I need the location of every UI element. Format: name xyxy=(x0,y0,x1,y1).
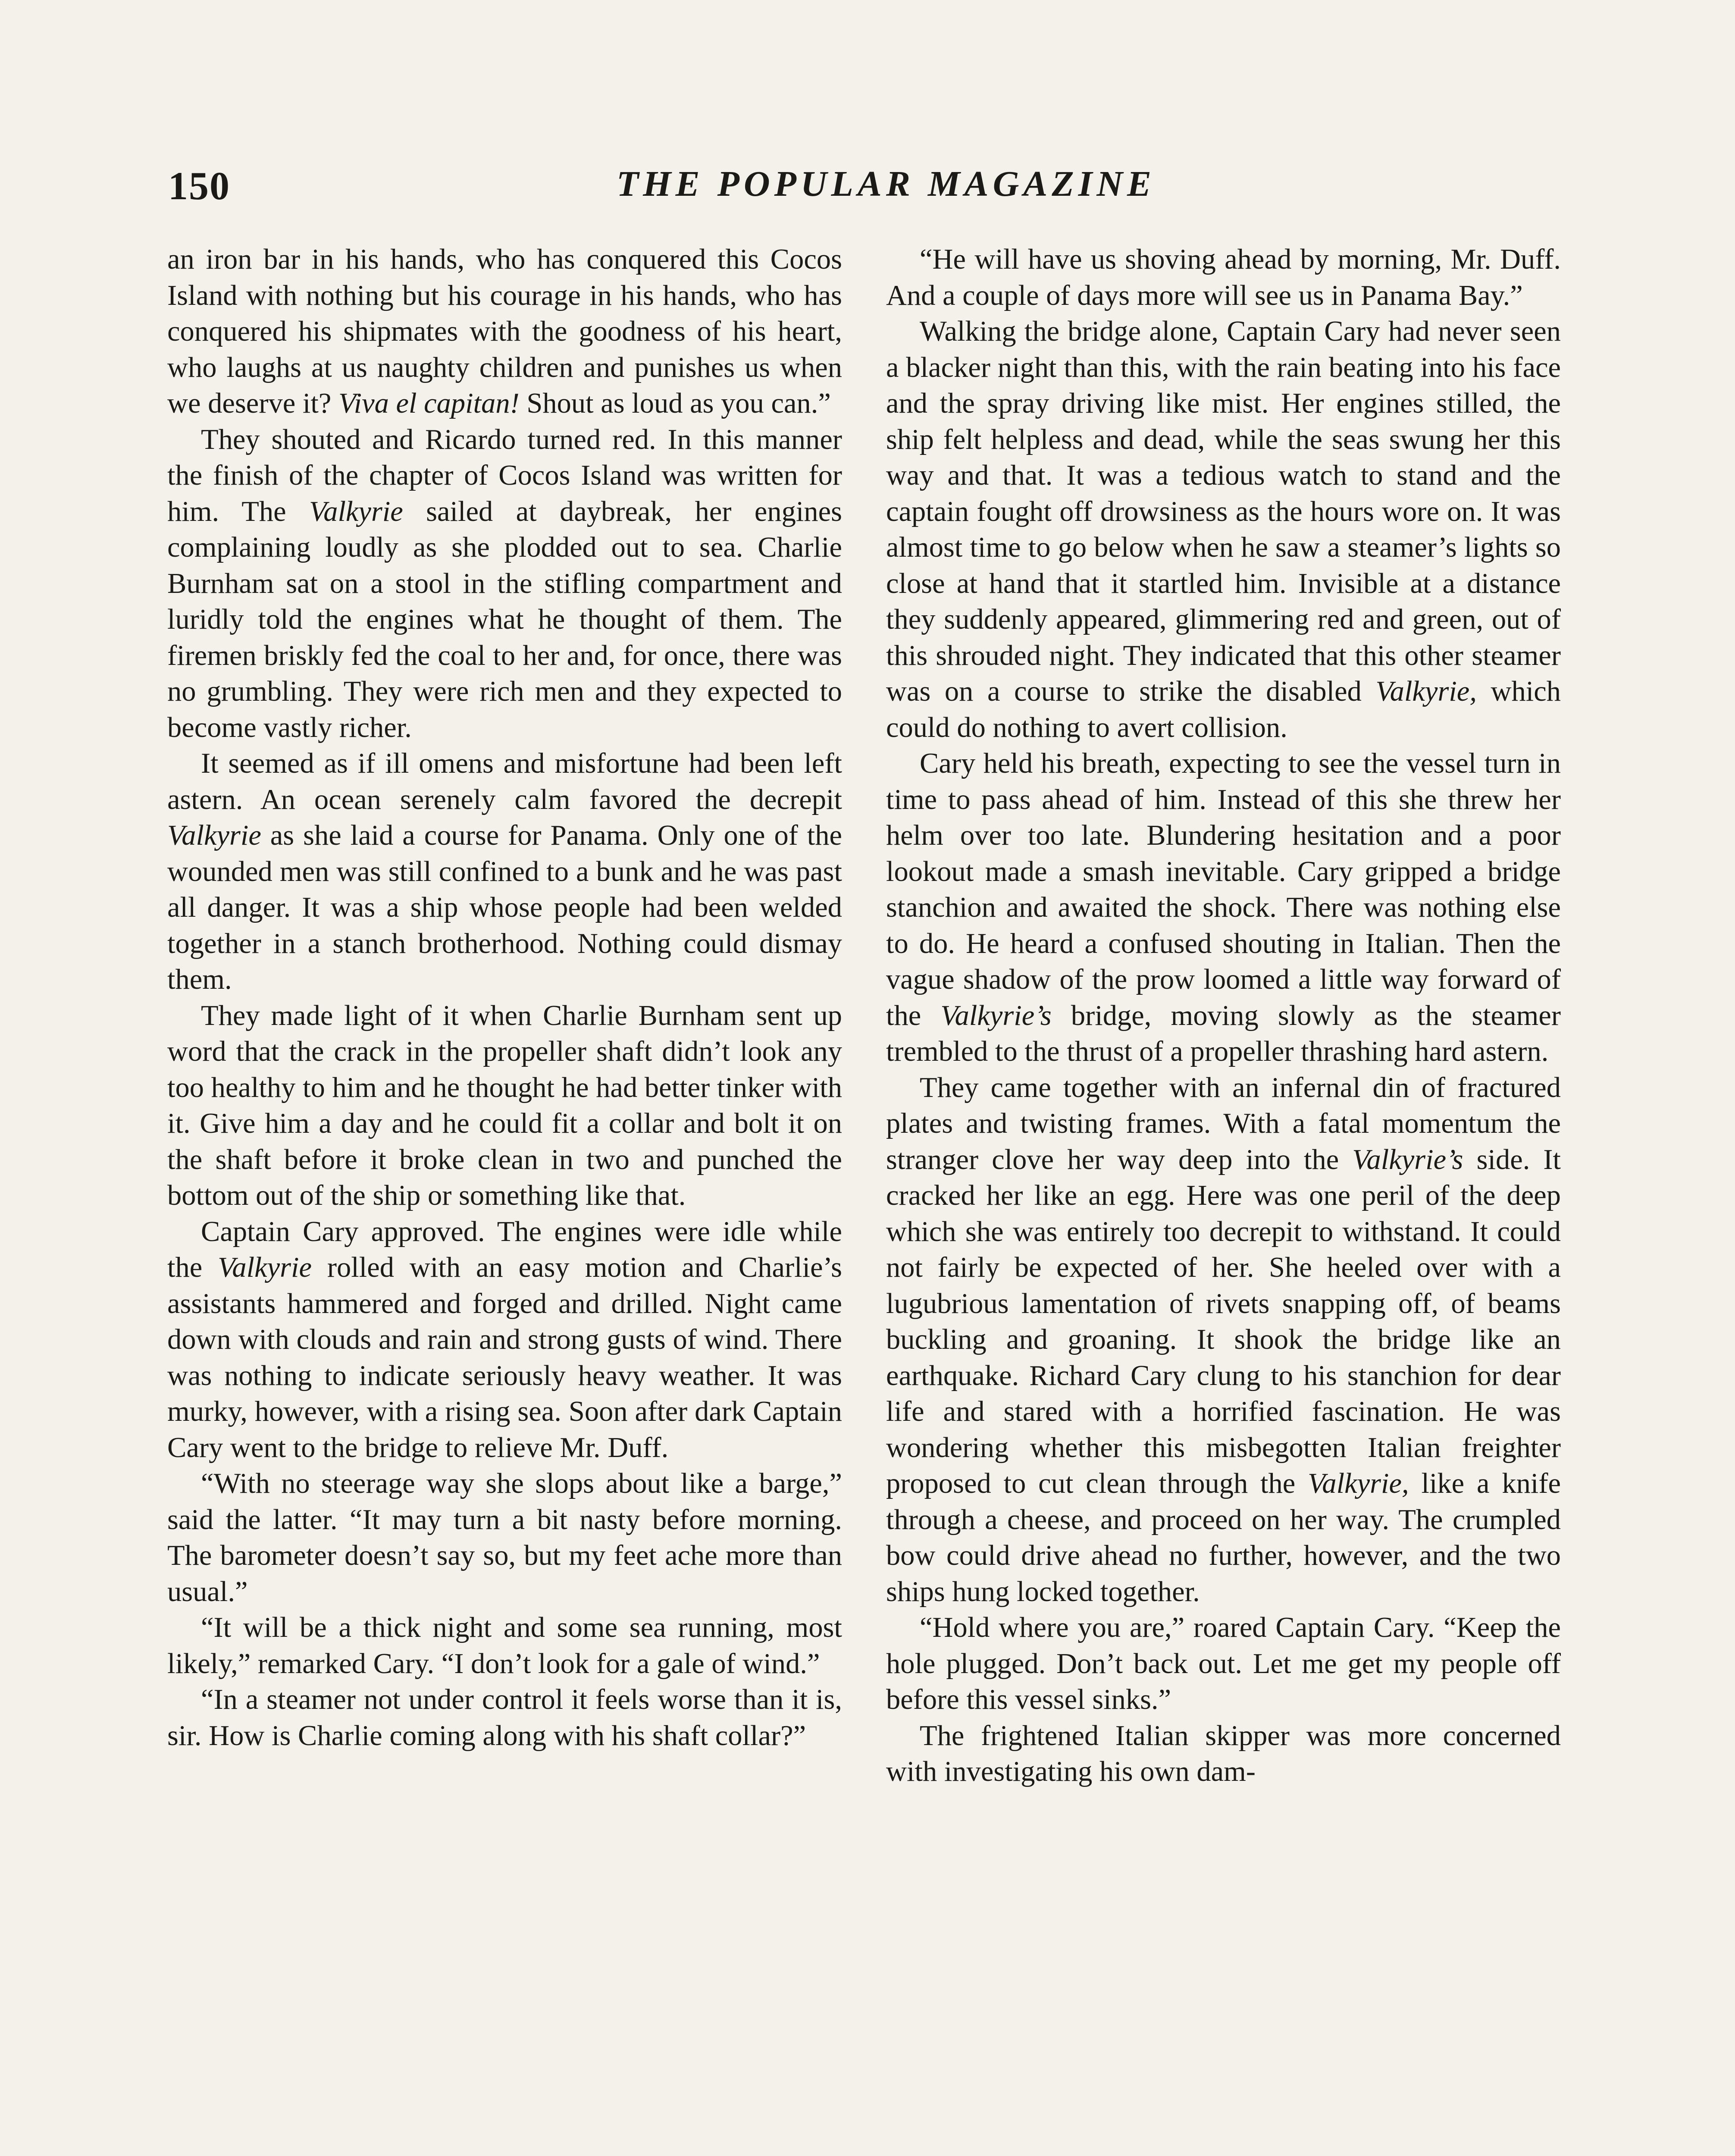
paragraph xyxy=(886,241,1561,313)
paragraph-text: which could do nothing to avert collision. xyxy=(886,676,1561,743)
paragraph-text: Cary held his breath, expecting to see the vessel turn in time to pass ahead of him. Instead of this she threw her helm over too late. Blundering hesitation and a poor lookout made a smash inevitable. Cary gripped a bridge stanchion and awaited the shock. There was nothing else to do. He heard a confused shouting in Italian. Then the vague shadow of the prow loomed a little way forward of the xyxy=(886,748,1561,1031)
paragraph-text: Shout as loud as you can.” xyxy=(519,388,831,419)
paragraph-text: They made light of it when Charlie Burnham sent up word that the crack in the propeller shaft didn’t look any too healthy to him and he thought he had better tinker with it. Give him a day and he could fit a collar and bolt it on the shaft before it broke clean in two and punched the bottom out of the ship or something like that. xyxy=(167,1000,842,1211)
paragraph-text: “With no steerage way she slops about like a barge,” said the latter. “It may turn a bit nasty before morning. The barometer doesn’t say so, but my feet ache more than usual.” xyxy=(167,1468,842,1608)
paragraph-text: They came together with an infernal din of fractured plates and twisting frames. With a fatal momentum the stranger clove her way deep into the xyxy=(886,1072,1561,1175)
page-number: 150 xyxy=(168,164,230,208)
paragraph-text: “In a steamer not under control it feels worse than it is, sir. How is Charlie coming along with his shaft collar?” xyxy=(167,1684,842,1752)
paragraph xyxy=(886,1070,1561,1610)
paragraph xyxy=(167,241,842,422)
paragraph xyxy=(886,313,1561,746)
paragraph-text: bridge, moving slowly as the steamer trembled to the thrust of a propeller thrashing hard astern. xyxy=(886,1000,1561,1067)
paragraph-text: They shouted and Ricardo turned red. In this manner the finish of the chapter of Cocos Island was written for him. The xyxy=(167,423,842,527)
paragraph xyxy=(167,746,842,998)
paragraph-text: “He will have us shoving ahead by morning, Mr. Duff. And a couple of days more will see us in Panama Bay.” xyxy=(886,244,1561,311)
paragraph-text: side. It cracked her like an egg. Here was one peril of the deep which she was entirely too decrepit to withstand. It could not fairly be expected of her. She heeled over with a lugubrious lamentation of rivets snapping off, of beams buckling and groaning. It shook the bridge like an earthquake. Richard Cary clung to his stanchion for dear life and stared with a horrified fascination. He was wondering whether this misbegotten Italian freighter proposed to cut clean through the xyxy=(886,1144,1561,1499)
paragraph xyxy=(886,746,1561,1070)
italic-text: Valkyrie’s xyxy=(940,1000,1052,1031)
paragraph-text: Walking the bridge alone, Captain Cary had never seen a blacker night than this, with the rain beating into his face and the spray driving like mist. Her engines stilled, the ship felt helpless and dead, while the seas swung her this way and that. It was a tedious watch to stand and the captain fought off drowsiness as the hours wore on. It was almost time to go below when he saw a steamer’s lights so close at hand that it startled him. Invisible at a distance they suddenly appeared, glimmering red and green, out of this shrouded night. They indicated that this other steamer was on a course to strike the disabled xyxy=(886,316,1561,707)
paragraph-text: “Hold where you are,” roared Captain Cary. “Keep the hole plugged. Don’t back out. Let me get my people off before this vessel sinks.” xyxy=(886,1612,1561,1715)
italic-text: Valkyrie xyxy=(309,495,403,527)
paragraph xyxy=(167,422,842,746)
paragraph xyxy=(886,1718,1561,1790)
italic-text: Viva el capitan! xyxy=(338,388,520,419)
paragraph-text: It seemed as if ill omens and misfortune had been left astern. An ocean serenely calm favored the decrepit xyxy=(167,748,842,815)
paragraph-text: an iron bar in his hands, who has conquered this Cocos Island with nothing but his courage in his hands, who has conquered his shipmates with the goodness of his heart, who laughs at us naughty children and punishes us when we deserve it? xyxy=(167,244,842,419)
italic-text: Valkyrie xyxy=(167,820,261,851)
italic-text: Valkyrie, xyxy=(1308,1468,1409,1499)
paragraph xyxy=(167,1466,842,1610)
italic-text: Valkyrie’s xyxy=(1352,1144,1463,1175)
paragraph-text: Captain Cary approved. The engines were idle while the xyxy=(167,1216,842,1283)
paragraph xyxy=(886,1610,1561,1718)
paragraph xyxy=(167,1214,842,1466)
italic-text: Valkyrie xyxy=(218,1252,312,1283)
paragraph-text: sailed at daybreak, her engines complaining loudly as she plodded out to sea. Charlie Burnham sat on a stool in the stifling compartment and luridly told the engines what he thought of them. The firemen briskly fed the coal to her and, for once, there was no grumbling. They were rich men and they expected to become vastly richer. xyxy=(167,495,842,743)
paragraph xyxy=(167,1610,842,1682)
paragraph-text: rolled with an easy motion and Charlie’s assistants hammered and forged and drilled. Night came down with clouds and rain and strong gusts of wind. There was nothing to indicate seriously heavy weather. It was murky, however, with a rising sea. Soon after dark Captain Cary went to the bridge to relieve Mr. Duff. xyxy=(167,1252,842,1463)
paragraph xyxy=(167,1682,842,1754)
paragraph-text: The frightened Italian skipper was more concerned with investigating his own dam- xyxy=(886,1720,1561,1787)
paragraph-text: as she laid a course for Panama. Only one of the wounded men was still confined to a bunk and he was past all danger. It was a ship whose people had been welded together in a stanch brotherhood. Nothing could dismay them. xyxy=(167,820,842,995)
paragraph xyxy=(167,998,842,1214)
paragraph-text: like a knife through a cheese, and proceed on her way. The crumpled bow could drive ahead no further, however, and the two ships hung locked together. xyxy=(886,1468,1561,1608)
paragraph-text: “It will be a thick night and some sea running, most likely,” remarked Cary. “I don’t look for a gale of wind.” xyxy=(167,1612,842,1680)
text-column-right xyxy=(886,241,1561,1790)
italic-text: Valkyrie, xyxy=(1375,676,1477,707)
text-column-left xyxy=(167,241,842,1754)
running-title: THE POPULAR MAGAZINE xyxy=(617,164,1156,204)
